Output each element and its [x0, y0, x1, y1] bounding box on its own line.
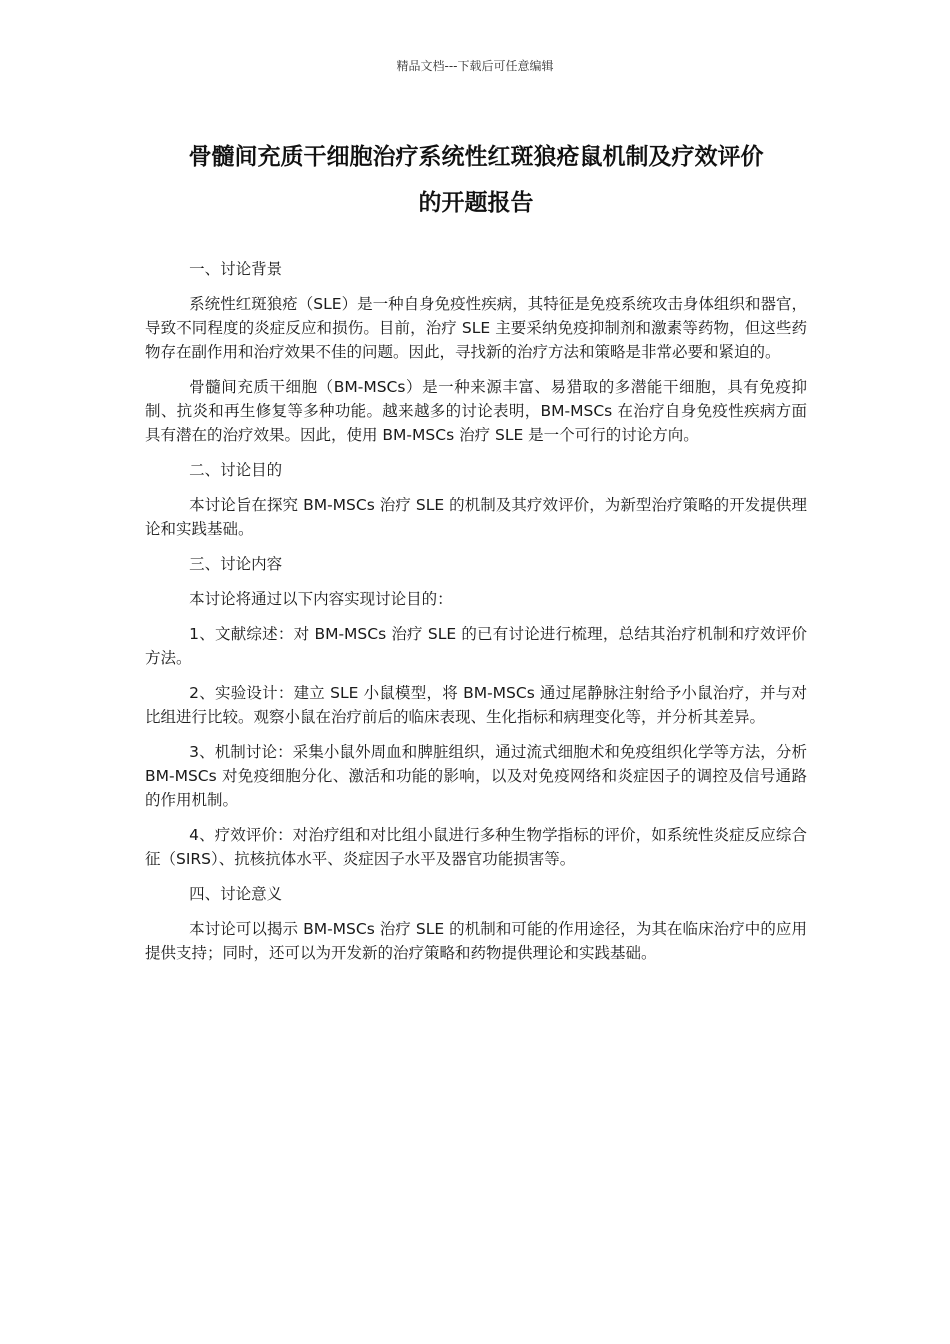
list-item-experiment-design: 2、实验设计：建立 SLE 小鼠模型，将 BM-MSCs 通过尾静脉注射给予小鼠治疗，并与对比组进行比较。观察小鼠在治疗前后的临床表现、生化指标和病理变化等，并分析其差异。: [145, 684, 807, 726]
paragraph-sle-background: 系统性红斑狼疮（SLE）是一种自身免疫性疾病，其特征是免疫系统攻击身体组织和器官，导致不同程度的炎症反应和损伤。目前，治疗 SLE 主要采纳免疫抑制剂和激素等药物，但这些药物存在副作用和治疗效果不佳的问题。因此，寻找新的治疗方法和策略是非常必要和紧迫的。: [145, 295, 807, 361]
title-line-2: 的开题报告: [418, 190, 534, 216]
paragraph-content-intro: 本讨论将通过以下内容实现讨论目的：: [189, 590, 453, 608]
list-item-efficacy: 4、疗效评价：对治疗组和对比组小鼠进行多种生物学指标的评价，如系统性炎症反应综合征（SIRS）、抗核抗体水平、炎症因子水平及器官功能损害等。: [145, 826, 807, 868]
section-heading-significance: 四、讨论意义: [189, 885, 283, 903]
document-title: [145, 134, 807, 226]
list-item-mechanism: 3、机制讨论：采集小鼠外周血和脾脏组织，通过流式细胞术和免疫组织化学等方法，分析 BM-MSCs 对免疫细胞分化、激活和功能的影响，以及对免疫网络和炎症因子的调控及信号通路的作用机制。: [145, 743, 807, 809]
paragraph-significance: 本讨论可以揭示 BM-MSCs 治疗 SLE 的机制和可能的作用途径，为其在临床治疗中的应用提供支持；同时，还可以为开发新的治疗策略和药物提供理论和实践基础。: [145, 920, 807, 962]
paragraph-purpose: 本讨论旨在探究 BM-MSCs 治疗 SLE 的机制及其疗效评价，为新型治疗策略的开发提供理论和实践基础。: [145, 496, 807, 538]
header-note: 精品文档---下载后可任意编辑: [396, 59, 554, 73]
list-item-literature-review: 1、文献综述：对 BM-MSCs 治疗 SLE 的已有讨论进行梳理，总结其治疗机制和疗效评价方法。: [145, 625, 807, 667]
document-body: [145, 257, 807, 976]
section-heading-purpose: 二、讨论目的: [189, 461, 283, 479]
section-heading-background: 一、讨论背景: [189, 260, 283, 278]
paragraph-bmmsc-background: 骨髓间充质干细胞（BM-MSCs）是一种来源丰富、易猎取的多潜能干细胞，具有免疫抑制、抗炎和再生修复等多种功能。越来越多的讨论表明，BM-MSCs 在治疗自身免疫性疾病方面具有潜在的治疗效果。因此，使用 BM-MSCs 治疗 SLE 是一个可行的讨论方向。: [145, 378, 807, 444]
title-line-1: 骨髓间充质干细胞治疗系统性红斑狼疮鼠机制及疗效评价: [188, 144, 764, 170]
section-heading-content: 三、讨论内容: [189, 555, 283, 573]
